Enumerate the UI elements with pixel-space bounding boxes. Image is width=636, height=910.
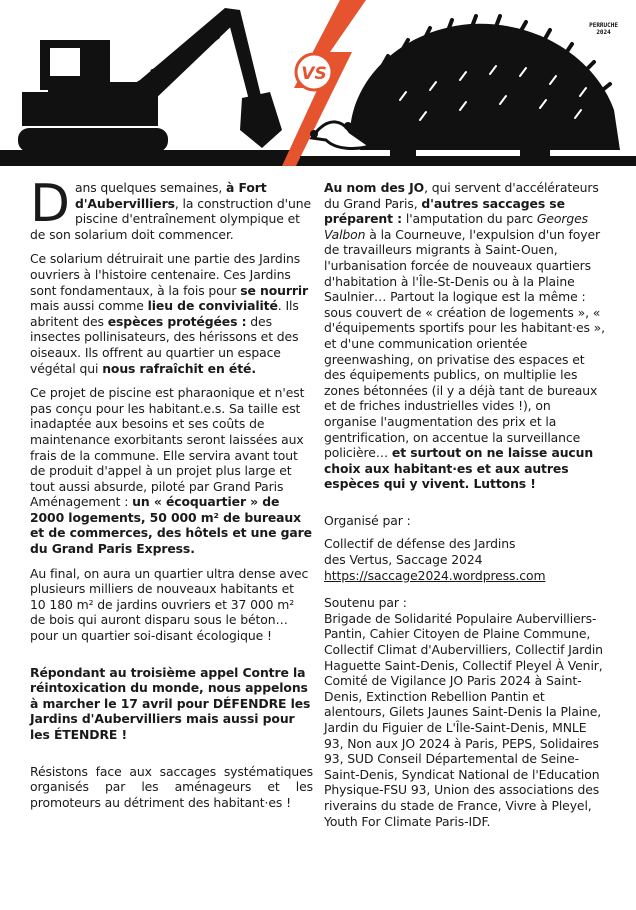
- signature-name: PERRUCHE: [589, 22, 618, 29]
- hedgehog-icon: [300, 16, 636, 166]
- solarium-text-3: . Ils abritent des: [30, 298, 299, 329]
- intro-text-2: , la construction d'une piscine d'entraînement olympique et de son solarium doit commencer.: [30, 195, 312, 242]
- header-illustration: [0, 0, 636, 166]
- supporters-label: Soutenu par :: [324, 595, 407, 611]
- resist-paragraph: Résistons face aux saccages systématiques organisés par les aménageurs et les promoteurs au détriment des habitant·es !: [30, 763, 313, 810]
- jo-italic-1: Georges Valbon: [324, 211, 588, 242]
- project-paragraph: [30, 385, 313, 557]
- organizer-label: Organisé par :: [324, 512, 411, 528]
- right-column: [324, 180, 606, 829]
- intro-paragraph: [30, 174, 313, 242]
- jo-text-2: l'amputation du parc: [402, 211, 537, 227]
- organizer-line-2: des Vertus, Saccage 2024: [324, 552, 483, 568]
- solarium-bold-2: lieu de convivialité: [147, 298, 278, 314]
- intro-text-1: ans quelques semaines,: [74, 180, 227, 195]
- final-paragraph: Au final, on aura un quartier ultra dense avec plusieurs milliers de nouveaux habitants et 10 180 m² de jardins ouvriers et 37 000 m² de bois qui auront disparu sous le béton… pour un quartier soi-disant écologique !: [30, 565, 309, 644]
- jo-paragraph: [324, 180, 606, 492]
- intro-bold-1: à Fort d'Aubervilliers: [74, 180, 267, 211]
- jo-text-3: à la Courneuve, l'expulsion d'un foyer de travailleurs migrants à Saint-Ouen, l'urbanisation forcée de nouveaux quartiers d'habitation à l'Île-St-Denis ou à la Plaine Saulnier… Partout la logique est la même : sous couvert de « création de logements », « d'équipements sportifs pour les habitant·es », et d'une communication orientée greenwashing, on privatise des espaces et des équipements publics, on multiplie les zones bétonnées (il y a déjà tant de bureaux et de friches industrielles vides !), on organise l'augmentation des prix et la gentrification, on accentue la surveillance policière…: [324, 226, 605, 461]
- organizer-line-1: Collectif de défense des Jardins: [324, 536, 516, 552]
- solarium-text-4: des insectes pollinisateurs, des hérissons et des oiseaux. Ils offrent au quartier un espace végétal qui: [30, 313, 299, 376]
- jo-bold-2: d'autres saccages se préparent :: [324, 195, 565, 227]
- left-column: [30, 174, 313, 819]
- ground-left: [0, 150, 300, 166]
- solarium-text-1: Ce solarium détruirait une partie des Jardins ouvriers à l'histoire centenaire. Ces Jardins sont fondamentaux, à la fois pour: [30, 251, 301, 298]
- solarium-bold-4: nous rafraîchit en été.: [102, 360, 256, 376]
- dropcap-letter: D: [30, 174, 70, 234]
- call-to-action-paragraph: [30, 665, 313, 743]
- organizer-section: [324, 513, 606, 583]
- website-link[interactable]: https://saccage2024.wordpress.com: [324, 567, 546, 583]
- call-to-action-text: Répondant au troisième appel Contre la réintoxication du monde, nous appelons à marcher le 17 avril pour DÉFENDRE les Jardins d'Aubervilliers mais aussi pour les ÉTENDRE !: [30, 664, 311, 742]
- supporters-section: [324, 595, 606, 829]
- project-bold-1: un « écoquartier » de 2000 logements, 50 000 m² de bureaux et de commerces, des hôtels et une gare du Grand Paris Express.: [30, 494, 312, 557]
- solarium-paragraph: [30, 251, 313, 376]
- solarium-bold-3: espèces protégées :: [107, 313, 247, 329]
- solarium-text-2: mais aussi comme: [30, 298, 148, 314]
- signature-year: 2024: [596, 29, 611, 36]
- supporters-list: Brigade de Solidarité Populaire Aubervilliers-Pantin, Cahier Citoyen de Plaine Commune, Collectif Climat d'Aubervilliers, Collectif Jardin Haguette Saint-Denis, Collectif Pleyel À Venir, Comité de Vigilance JO Paris 2024 à Saint-Denis, Extinction Rebellion Pantin et alentours, Gilets Jaunes Saint-Denis la Plaine, Jardin du Figuier de L'Île-Saint-Denis, MNLE 93, Non aux JO 2024 à Paris, PEPS, Solidaires 93, SUD Conseil Départemental de Seine-Saint-Denis, Syndicat National de l'Education Physique-FSU 93, Union des associations des riverains du stade de France, Vivre à Pleyel, Youth For Climate Paris-IDF.: [324, 610, 603, 829]
- jo-bold-1: Au nom des JO: [324, 180, 425, 195]
- excavator-vs-hedgehog-illustration: [0, 0, 636, 166]
- vs-label: VS: [301, 64, 327, 84]
- solarium-bold-1: se nourrir: [240, 282, 309, 298]
- jo-bold-3: et surtout on ne laisse aucun choix aux habitant·es et aux autres espèces qui y vivent. Luttons !: [324, 445, 594, 492]
- project-text-1: Ce projet de piscine est pharaonique et n'est pas conçu pour les habitant.e.s. Sa taille est inadaptée aux besoins et ses coûts de maintenance exorbitants seront laissées aux frais de la commune. Elle servira avant tout de produit d'appel à un projet plus large et tout aussi absurde, piloté par Grand Paris Aménagement :: [30, 385, 305, 510]
- excavator-icon: [18, 8, 282, 152]
- jo-text-1: , qui servent d'accélérateurs du Grand Paris,: [324, 180, 599, 211]
- artist-signature: [589, 22, 618, 36]
- vs-badge: [296, 54, 332, 90]
